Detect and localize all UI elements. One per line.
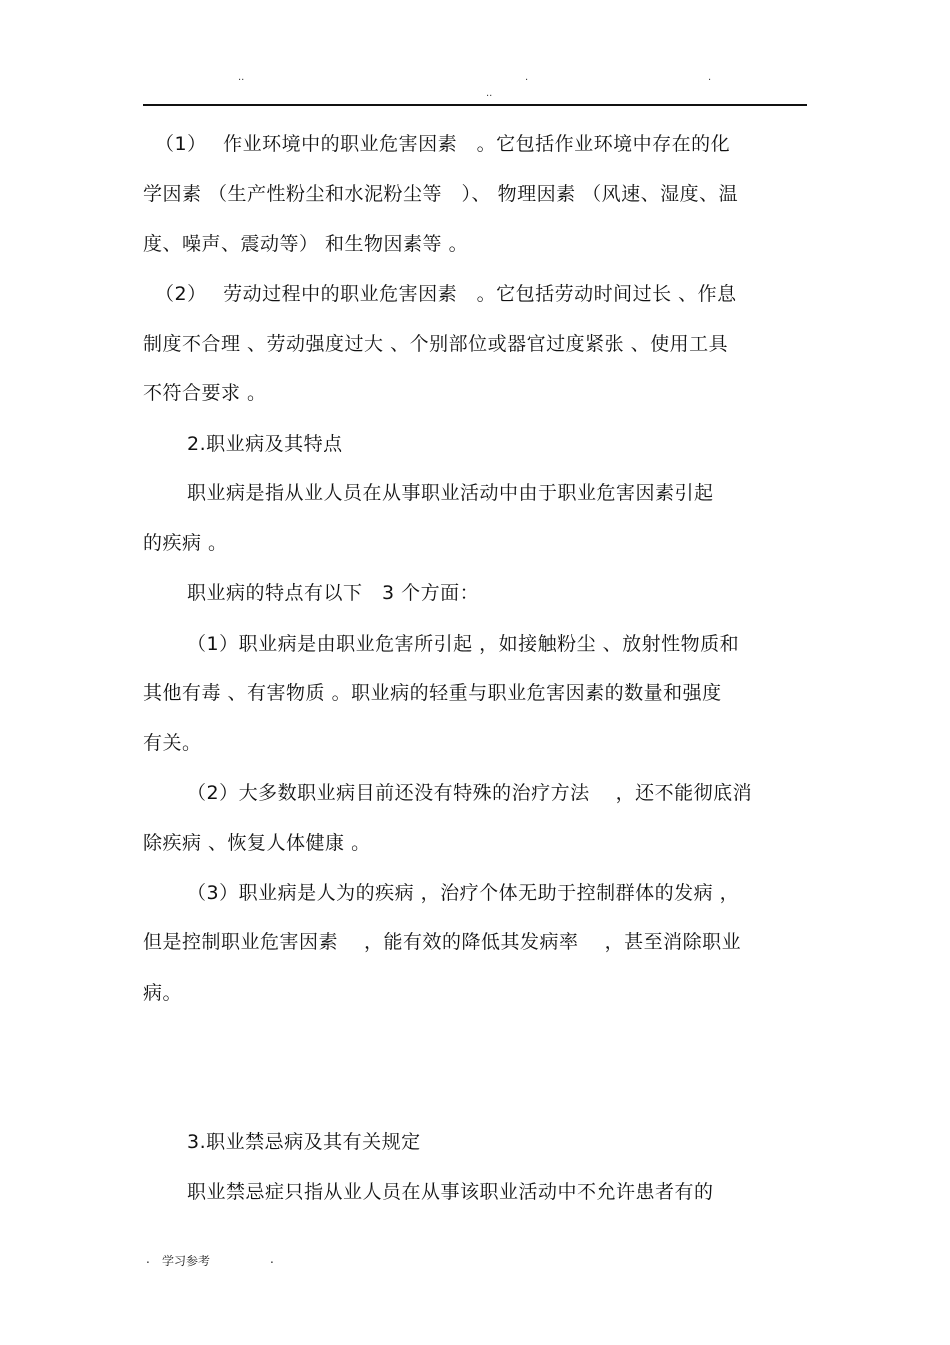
paragraph-line: 制度不合理 、劳动强度过大 、个别部位或器官过度紧张 、使用工具 (143, 333, 729, 355)
paragraph-line: 学因素 （生产性粉尘和水泥粉尘等 ）、 物理因素 （风速、湿度、温 (143, 183, 739, 205)
paragraph-line: 其他有毒 、有害物质 。职业病的轻重与职业危害因素的数量和强度 (143, 682, 722, 704)
paragraph-line: （1）职业病是由职业危害所引起 ，如接触粉尘 、放射性物质和 (187, 633, 740, 655)
footer-dot: . (146, 1252, 150, 1266)
paragraph-line: 职业禁忌症只指从业人员在从事该职业活动中不允许患者有的 (187, 1181, 714, 1203)
paragraph-line: （3）职业病是人为的疾病 ，治疗个体无助于控制群体的发病 ， (187, 882, 740, 904)
paragraph-line: （2）大多数职业病目前还没有特殊的治疗方法 ，还不能彻底消 (187, 782, 753, 804)
paragraph-line: 有关。 (143, 732, 202, 754)
footer-label: 学习参考 (162, 1254, 211, 1268)
paragraph-line: 但是控制职业危害因素 ，能有效的降低其发病率 ，甚至消除职业 (143, 931, 742, 953)
paragraph-line: （2） 劳动过程中的职业危害因素 。它包括劳动时间过长 、作息 (155, 283, 737, 305)
header-rule (143, 104, 807, 106)
paragraph-line: 的疾病 。 (143, 532, 228, 554)
paragraph-line: 度、噪声、震动等） 和生物因素等 。 (143, 233, 469, 255)
paragraph-line: 病。 (143, 982, 183, 1004)
header-dot: .. (486, 88, 493, 99)
paragraph-line: 职业病的特点有以下 3 个方面： (187, 582, 480, 604)
header-dot: . (525, 72, 529, 83)
section-heading: 3.职业禁忌病及其有关规定 (187, 1131, 421, 1153)
section-heading: 2.职业病及其特点 (187, 433, 343, 455)
paragraph-line: 职业病是指从业人员在从事职业活动中由于职业危害因素引起 (187, 482, 714, 504)
header-dot: .. (238, 72, 245, 83)
paragraph-line: （1） 作业环境中的职业危害因素 。它包括作业环境中存在的化 (155, 133, 731, 155)
footer-dot: . (270, 1252, 274, 1266)
header-dot: . (708, 72, 712, 83)
paragraph-line: 除疾病 、恢复人体健康 。 (143, 832, 371, 854)
paragraph-line: 不符合要求 。 (143, 382, 267, 404)
